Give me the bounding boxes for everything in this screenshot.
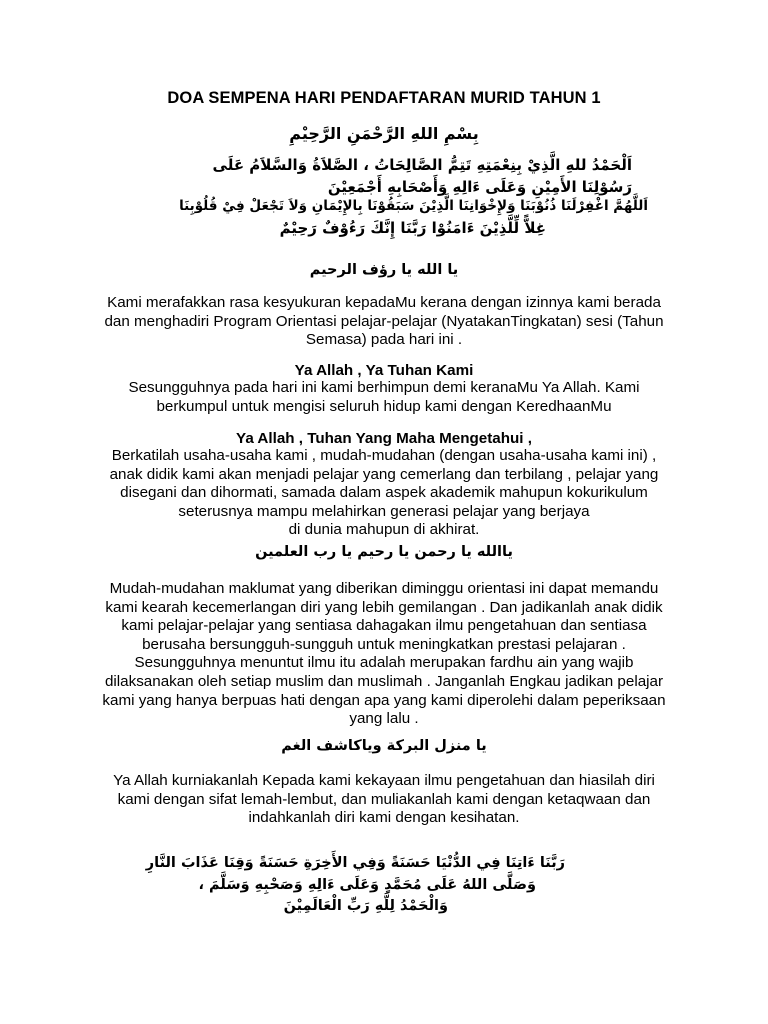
basmalah: بِسْمِ اللهِ الرَّحْمَنِ الرَّحِيْمِ: [289, 124, 479, 143]
opening-arabic-line-1: اَلْحَمْدُ للهِ الَّذِيْ بِنِعْمَتِهِ تَتِمُّ الصَّالِحَاتُ ، الصَّلاَةُ وَالسَّلاَمُ عَلَى: [212, 156, 632, 174]
opening-arabic-line-3: اَللَّهُمَّ اغْفِرْلَنَا ذُنُوْبَنَا وَلإِخْوَانِنَا الَّذِيْنَ سَبَقُوْنَا بِالإِيْمَانِ وَلاَ تَجْعَلْ فِيْ قُلُوْبِنَا: [179, 198, 648, 214]
paragraph-line: Kami merafakkan rasa kesyukuran kepadaMu kerana dengan izinnya kami berada: [107, 294, 661, 311]
paragraph-line: kami dengan sifat lemah-lembut, dan muliakanlah kami dengan ketaqwaan dan: [117, 790, 651, 808]
paragraph-line: Mudah-mudahan maklumat yang diberikan diminggu orientasi ini dapat memandu: [109, 580, 659, 597]
invocation-arabic-2: ياالله يا رحمن يا رحيم يا رب العلمين: [255, 544, 513, 560]
paragraph-line: indahkanlah diri kami dengan kesihatan.: [248, 809, 520, 827]
paragraph-orientation: [60, 580, 708, 729]
paragraph-knowledge: [60, 772, 708, 828]
opening-arabic-line-2: رَسُوْلِنَا الأَمِيْنِ وَعَلَى ءَالِهِ وَأَصْحَابِهِ أَجْمَعِيْنَ: [327, 178, 632, 196]
paragraph-line: kami pelajar-pelajar yang sentiasa dahagakan ilmu pengetahuan dan sentiasa: [121, 617, 647, 635]
paragraph-line: Sesungguhnya pada hari ini kami berhimpun demi keranaMu Ya Allah. Kami: [128, 379, 640, 396]
paragraph-line: kami yang hanya berpuas hati dengan apa yang kami diperolehi dalam peperiksaan: [102, 691, 666, 709]
document-title: DOA SEMPENA HARI PENDAFTARAN MURID TAHUN 1: [167, 89, 601, 107]
paragraph-gratitude: [60, 294, 708, 350]
paragraph-line: Sesungguhnya menuntut ilmu itu adalah merupakan fardhu ain yang wajib: [134, 654, 634, 672]
paragraph-line: berkumpul untuk mengisi seluruh hidup kami dengan KeredhaanMu: [156, 397, 612, 415]
paragraph-line: berusaha bersungguh-sungguh untuk meningkatkan prestasi pelajaran .: [142, 635, 626, 653]
paragraph-line: seterusnya mampu melahirkan generasi pelajar yang berjaya: [178, 502, 590, 520]
paragraph-line: dilaksanakan oleh setiap muslim dan muslimah . Janganlah Engkau jadikan pelajar: [104, 672, 664, 690]
paragraph-line: Semasa) pada hari ini .: [305, 331, 463, 349]
paragraph-line: dan menghadiri Program Orientasi pelajar-pelajar (NyatakanTingkatan) sesi (Tahun: [104, 312, 664, 330]
paragraph-line: yang lalu .: [349, 710, 419, 728]
invocation-arabic-1: يا الله يا رؤف الرحيم: [309, 262, 459, 278]
paragraph-blessing: [60, 447, 708, 540]
heading-maha-mengetahui: Ya Allah , Tuhan Yang Maha Mengetahui ,: [236, 430, 532, 447]
paragraph-line: anak didik kami akan menjadi pelajar yang cemerlang dan terbilang , pelajar yang: [109, 465, 659, 483]
heading-ya-allah-ya-tuhan-kami: Ya Allah , Ya Tuhan Kami: [294, 362, 474, 379]
paragraph-line: Ya Allah kurniakanlah Kepada kami kekayaan ilmu pengetahuan dan hiasilah diri: [113, 772, 655, 789]
invocation-arabic-3: يا منزل البركة وياكاشف الغم: [281, 738, 487, 754]
paragraph-gathering: [60, 379, 708, 416]
paragraph-line: kami kearah kecemerlangan diri yang lebih gemilangan . Dan jadikanlah anak didik: [105, 598, 663, 616]
closing-arabic-line-2: وَصَلَّى اللهُ عَلَى مُحَمَّدٍ وَعَلَى ءَالِهِ وَصَحْبِهِ وَسَلَّمَ ،: [198, 877, 536, 893]
paragraph-line: Berkatilah usaha-usaha kami , mudah-mudahan (dengan usaha-usaha kami ini) ,: [111, 447, 657, 464]
paragraph-line: disegani dan dihormati, samada dalam aspek akademik mahupun kokurikulum: [120, 484, 648, 502]
opening-arabic-line-4: غِلاًّ لِّلَّذِيْنَ ءَامَنُوْا رَبَّنَا إِنَّكَ رَءُوْفٌ رَحِيْمٌ: [279, 219, 546, 237]
paragraph-line: di dunia mahupun di akhirat.: [288, 521, 480, 539]
closing-arabic-line-1: رَبَّنَا ءَاتِنَا فِي الدُّنْيَا حَسَنَةً وَفِي الأَخِرَةِ حَسَنَةً وَقِنَا عَذَابَ النَّارِ: [145, 855, 565, 871]
closing-arabic-line-3: وَالْحَمْدُ لِلَّهِ رَبِّ الْعَالَمِيْنَ: [283, 898, 448, 914]
